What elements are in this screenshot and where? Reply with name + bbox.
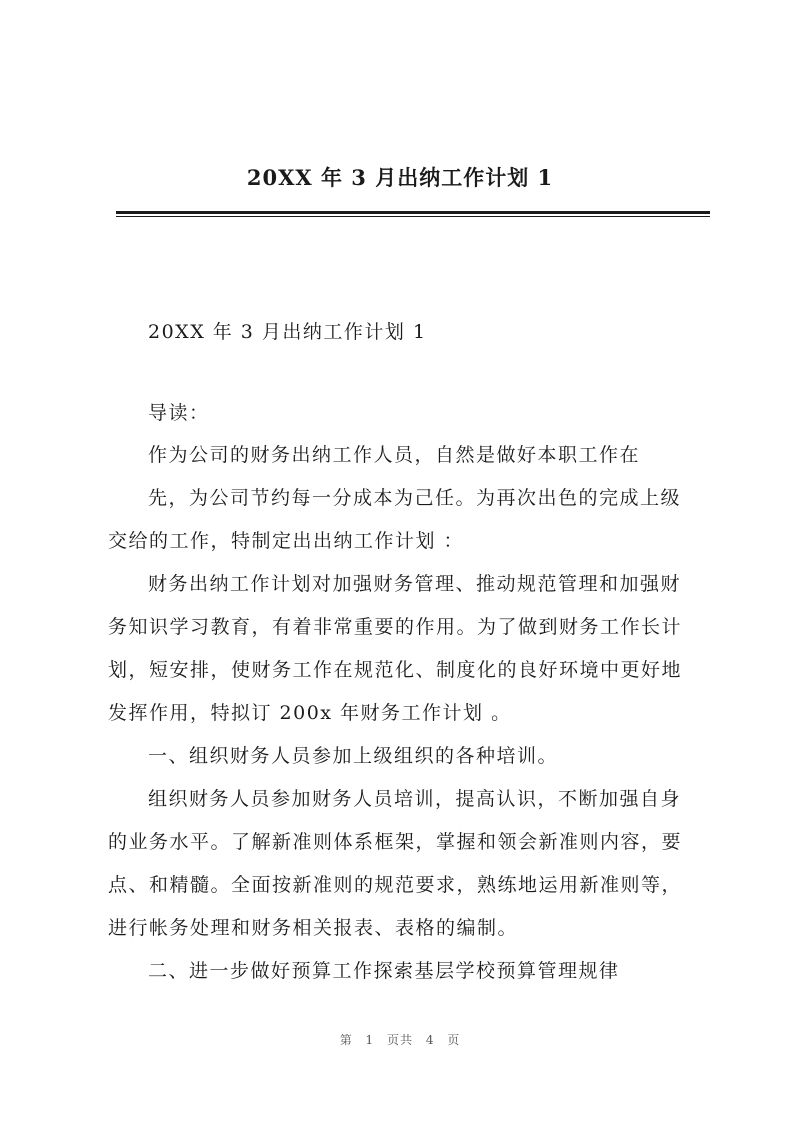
paragraph-line: 进行帐务处理和财务相关报表、表格的编制。 xyxy=(108,917,519,939)
paragraph-line: 财务出纳工作计划对加强财务管理、推动规范管理和加强财 xyxy=(148,573,682,595)
paragraph-line: 交给的工作，特制定出出纳工作计划 ： xyxy=(108,530,465,552)
paragraph-line: 先，为公司节约每一分成本为己任。为再次出色的完成上级 xyxy=(148,487,682,509)
paragraph-line: 划，短安排，使财务工作在规范化、制度化的良好环境中更好地 xyxy=(108,659,683,681)
paragraph-line: 组织财务人员参加财务人员培训，提高认识，不断加强自身 xyxy=(148,788,682,810)
section-heading: 二、进一步做好预算工作探索基层学校预算管理规律 xyxy=(148,960,620,982)
page-number-footer: 第 1 页共 4 页 xyxy=(339,1033,461,1047)
page-title: 20XX 年 3 月出纳工作计划 1 xyxy=(246,165,554,190)
paragraph-line: 导读： xyxy=(148,402,210,424)
paragraph-line: 点、和精髓。全面按新准则的规范要求，熟练地运用新准则等， xyxy=(108,874,683,896)
section-heading: 一、组织财务人员参加上级组织的各种培训。 xyxy=(148,745,559,767)
paragraph-line: 发挥作用，特拟订 200x 年财务工作计划 。 xyxy=(108,702,512,724)
document-subtitle: 20XX 年 3 月出纳工作计划 1 xyxy=(148,321,427,343)
title-divider-thin xyxy=(116,216,710,217)
title-divider xyxy=(116,211,710,214)
paragraph-line: 的业务水平。了解新准则体系框架，掌握和领会新准则内容，要 xyxy=(108,831,683,853)
paragraph-line: 作为公司的财务出纳工作人员，自然是做好本职工作在 xyxy=(148,444,641,466)
paragraph-line: 务知识学习教育，有着非常重要的作用。为了做到财务工作长计 xyxy=(108,616,683,638)
